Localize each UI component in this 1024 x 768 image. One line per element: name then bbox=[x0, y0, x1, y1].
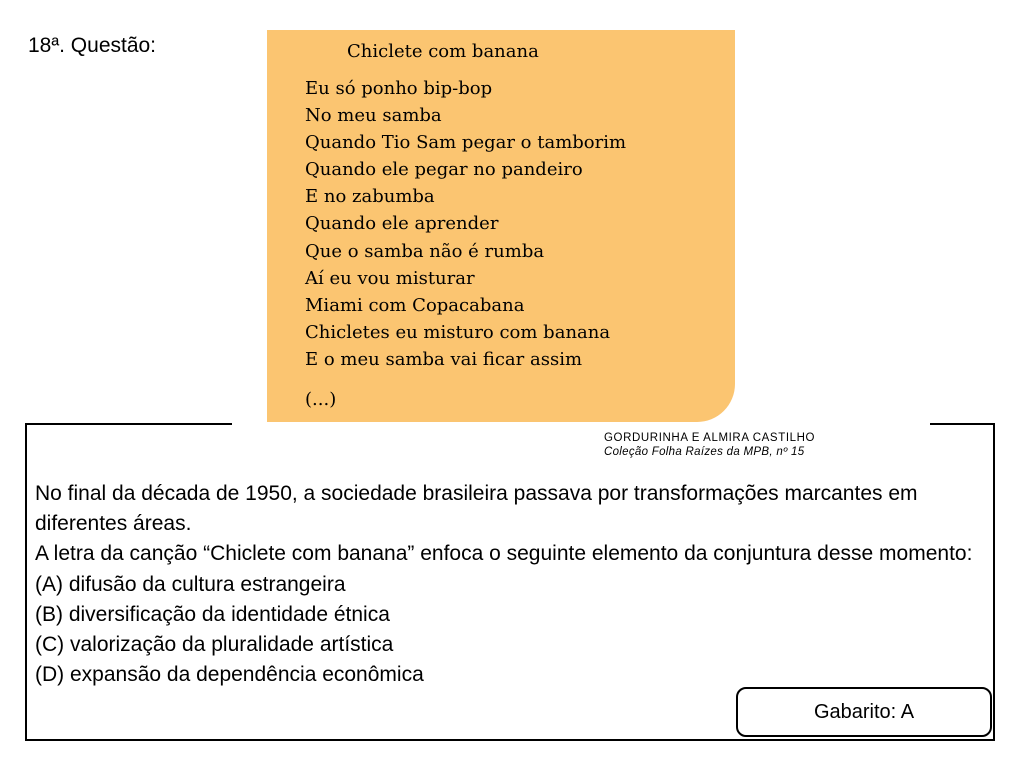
credit-authors: GORDURINHA E ALMIRA CASTILHO bbox=[604, 432, 816, 444]
lyric-line: E o meu samba vai ficar assim bbox=[305, 348, 583, 370]
option-c: (C) valorização da pluralidade artística bbox=[35, 633, 394, 657]
option-a: (A) difusão da cultura estrangeira bbox=[35, 572, 346, 596]
lyric-line: Quando ele pegar no pandeiro bbox=[305, 159, 583, 181]
lyrics-lines bbox=[305, 75, 626, 373]
lyrics-card bbox=[267, 30, 735, 422]
lyric-line: Aí eu vou misturar bbox=[305, 267, 475, 289]
answer-key-box bbox=[736, 687, 992, 737]
lyric-line: Chicletes eu misturo com banana bbox=[305, 321, 611, 343]
question-context: No final da década de 1950, a sociedade brasileira passava por transformações marcantes em diferentes áreas. bbox=[35, 482, 918, 536]
lyric-line: Que o samba não é rumba bbox=[305, 240, 545, 262]
song-credit bbox=[604, 431, 815, 459]
lyric-line: No meu samba bbox=[305, 105, 442, 127]
lyric-line: Quando ele aprender bbox=[305, 213, 499, 235]
lyric-line: Miami com Copacabana bbox=[305, 294, 525, 316]
lyrics-ellipsis: (...) bbox=[305, 389, 337, 410]
lyric-line: E no zabumba bbox=[305, 186, 435, 208]
lyric-line: Eu só ponho bip-bop bbox=[305, 78, 493, 99]
option-b: (B) diversificação da identidade étnica bbox=[35, 602, 390, 626]
credit-collection: Coleção Folha Raízes da MPB, nº 15 bbox=[604, 446, 805, 458]
lyric-line: Quando Tio Sam pegar o tamborim bbox=[305, 132, 627, 154]
question-text bbox=[35, 479, 985, 690]
answer-key-text: Gabarito: A bbox=[813, 700, 915, 723]
question-number: 18ª. Questão: bbox=[28, 34, 157, 57]
lyrics-title: Chiclete com banana bbox=[347, 41, 539, 62]
question-prompt: A letra da canção “Chiclete com banana” enfoca o seguinte elemento da conjuntura desse momento: bbox=[35, 542, 973, 566]
option-d: (D) expansão da dependência econômica bbox=[35, 663, 424, 687]
